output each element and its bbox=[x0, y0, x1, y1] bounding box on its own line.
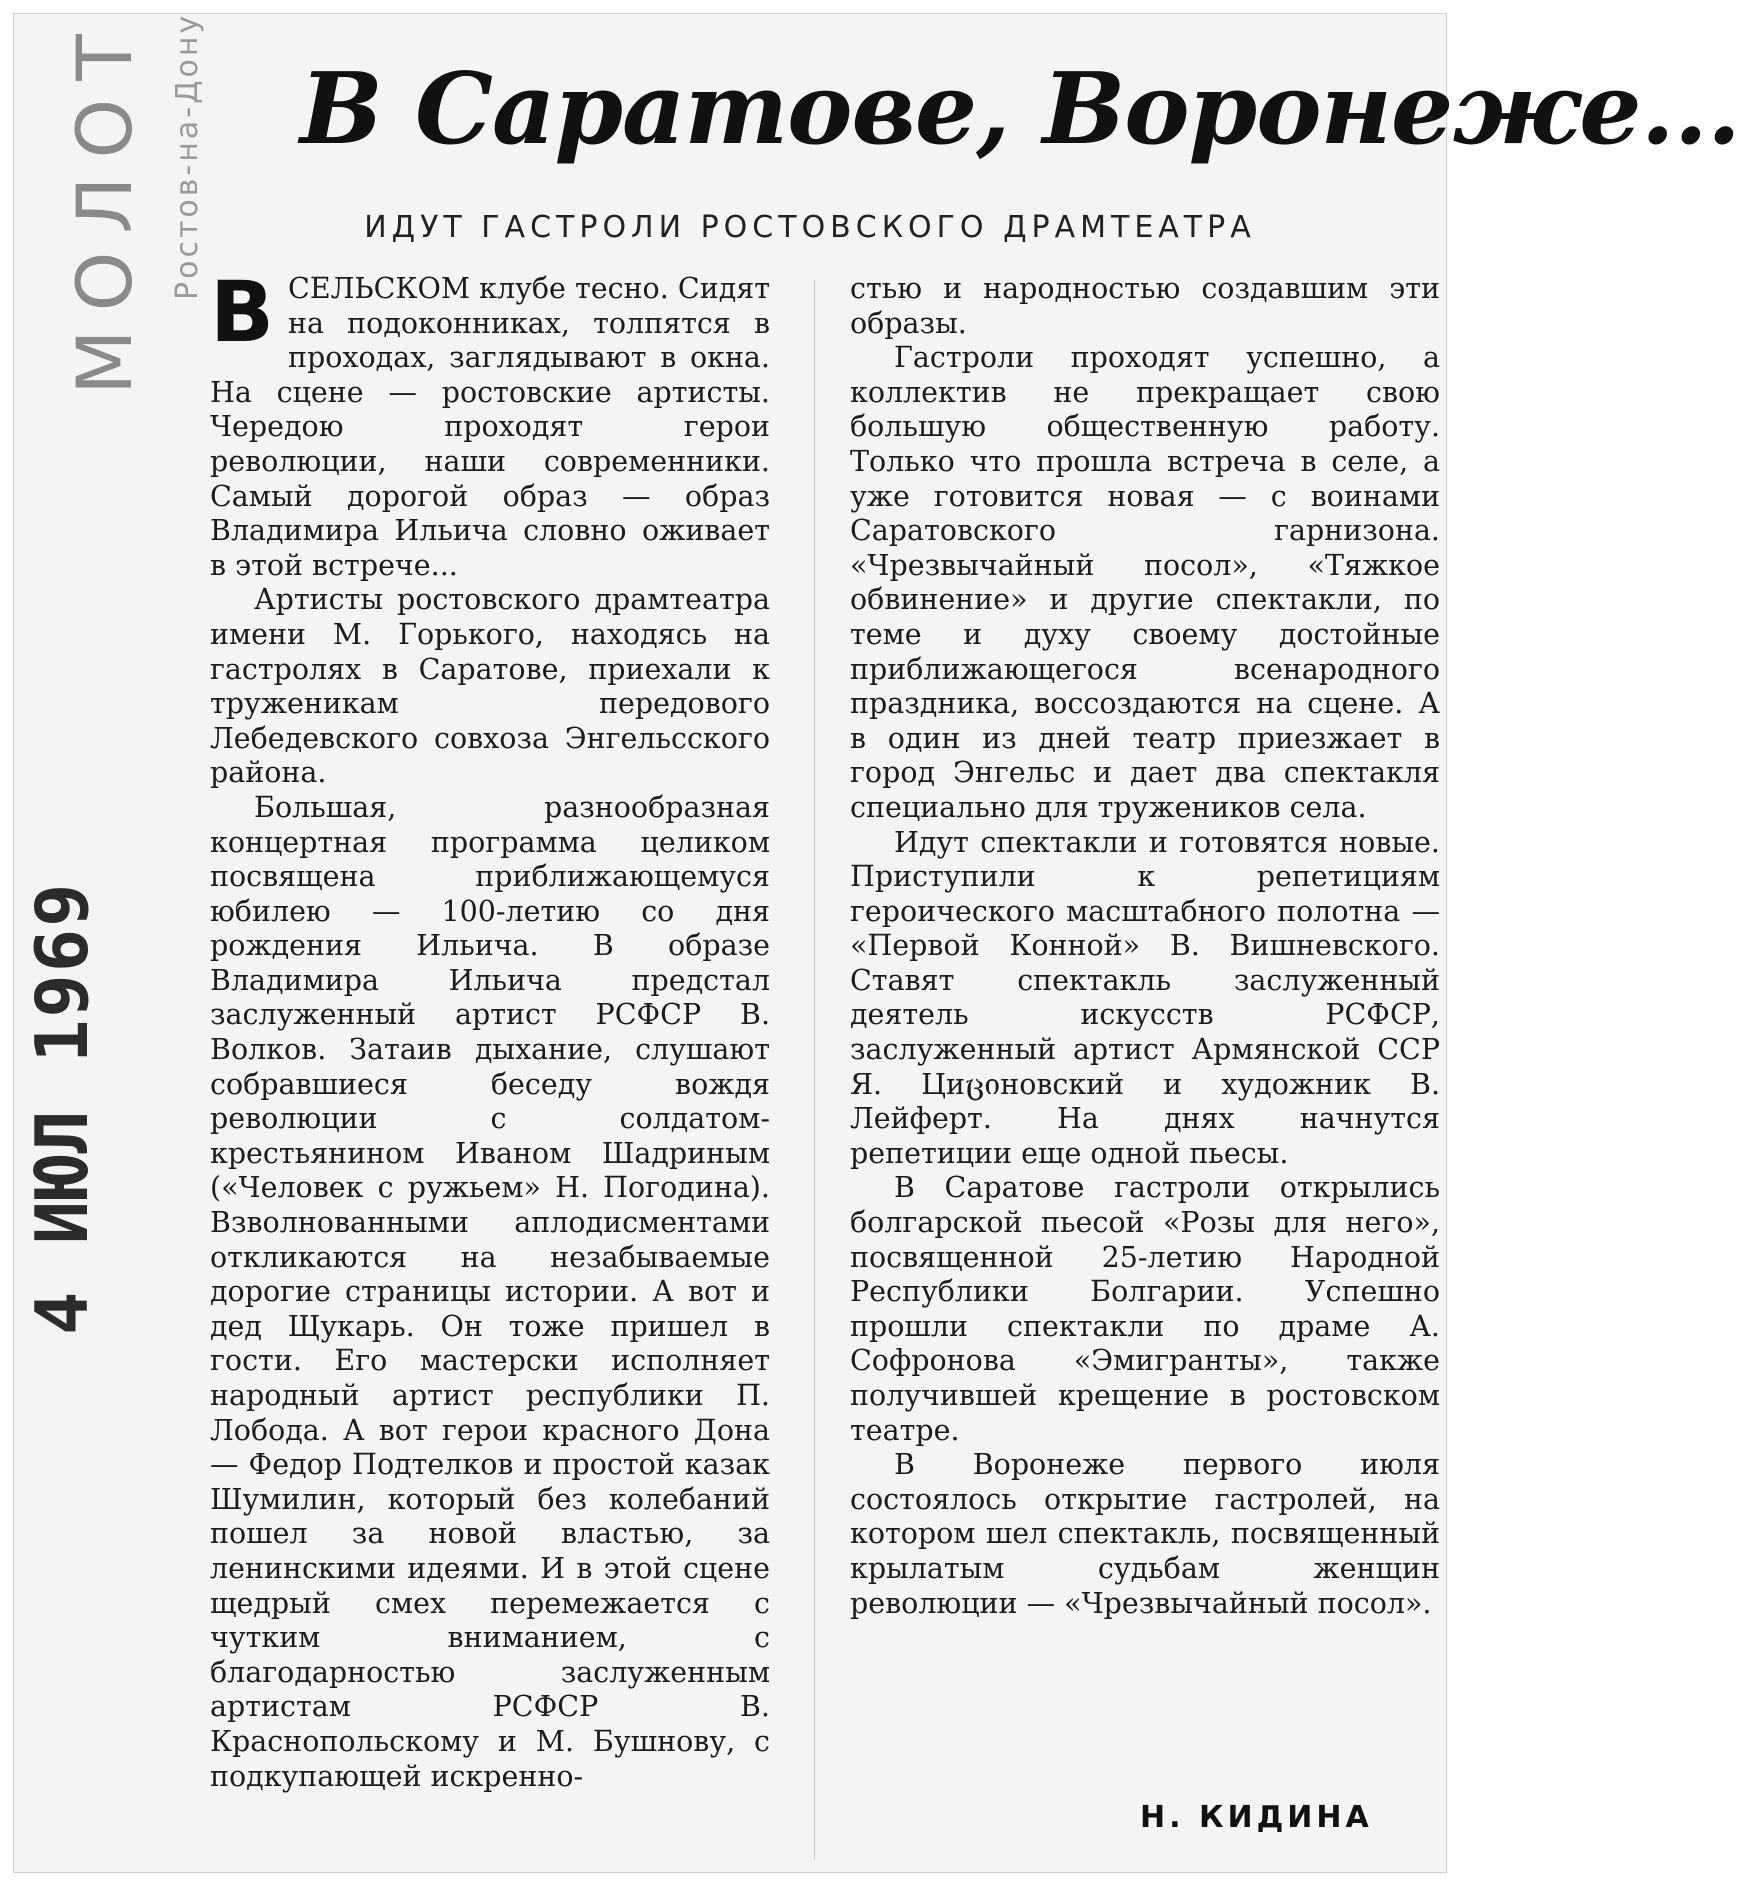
paragraph: Артисты ростовского драмтеатра имени М. Горького, находясь на гастролях в Саратове, приехали к труженикам передового Лебедевского совхоза Энгельсского района. bbox=[210, 583, 770, 790]
paragraph: Большая, разнообразная концертная программа целиком посвящена приближающемуся юбилею — 100-летию со дня рождения Ильича. В образе Владимира Ильича предстал заслуженный артист РСФСР В. Волков. Затаив дыхание, слушают собравшиеся беседу вождя революции с солдатом-крестьянином Иваном Шадриным («Человек с ружьем» Н. Погодина). Взволнованными аплодисментами откликаются на незабываемые дорогие страницы истории. А вот и дед Щукарь. Он тоже пришел в гости. Его мастерски исполняет народный артист республики П. Лобода. А вот герои красного Дона — Федор Подтелков и простой казак Шумилин, который без колебаний пошел за новой властью, за ленинскими идеями. И в этой сцене щедрый смех перемежается с чутким вниманием, с благодарностью заслуженным артистам РСФСР В. Краснопольскому и М. Бушнову, с подкупающей искренно- bbox=[210, 790, 770, 1793]
author-signature: Н. КИДИНА bbox=[1140, 1800, 1373, 1835]
paragraph: стью и народностью создавшим эти образы. bbox=[850, 272, 1440, 340]
paragraph: В Саратове гастроли открылись болгарской пьесой «Розы для него», посвященной 25-летию Народной Республики Болгарии. Успешно прошли спектакли по драме А. Софронова «Эмигранты», также получившей крещение в ростовском театре. bbox=[850, 1171, 1440, 1447]
paragraph: В Воронеже первого июля состоялось открытие гастролей, на котором шел спектакль, посвященный крылатым судьбам женщин революции — «Чрезвычайный посол». bbox=[850, 1448, 1440, 1620]
paragraph: Гастроли проходят успешно, а коллектив не прекращает свою большую общественную работу. Только что прошла встреча в селе, а уже готовится новая — с воинами Саратовского гарнизона. «Чрезвычайный посол», «Тяжкое обвинение» и другие спектакли, по теме и духу своему достойные приближающегося всенародного праздника, воссоздаются на сцене. А в один из дней театр приезжает в город Энгельс и дает два спектакля специально для тружеников села. bbox=[850, 341, 1440, 824]
paragraph: Идут спектакли и готовятся новые. Приступили к репетициям героического масштабного полотна — «Первой Конной» В. Вишневского. Ставят спектакль заслуженный деятель искусств РСФСР, заслуженный артист Армянской ССР Я. Циციновский и художник В. Лейферт. На днях начнутся репетиции еще одной пьесы. bbox=[850, 825, 1440, 1170]
article-column-left bbox=[210, 263, 770, 1794]
article-column-right bbox=[850, 272, 1440, 1621]
paragraph: ВСЕЛЬСКОМ клубе тесно. Сидят на подоконниках, толпятся в проходах, заглядывают в окна. На сцене — ростовские артисты. Чередою проходят герои революции, наши современники. Самый дорогой образ — образ Владимира Ильича словно оживает в этой встрече... bbox=[210, 263, 770, 582]
stamp-date: 4 ИЮЛ 1969 bbox=[20, 881, 104, 1335]
stamp-newspaper-name: МОЛОТ bbox=[60, 16, 149, 395]
article-headline: В Саратове, Воронеже... bbox=[300, 52, 1740, 167]
stamp-city: Ростов-на-Дону bbox=[170, 12, 205, 300]
drop-cap: В bbox=[210, 263, 275, 361]
article-subheadline: ИДУТ ГАСТРОЛИ РОСТОВСКОГО ДРАМТЕАТРА bbox=[364, 210, 1256, 245]
column-divider bbox=[814, 280, 815, 1860]
